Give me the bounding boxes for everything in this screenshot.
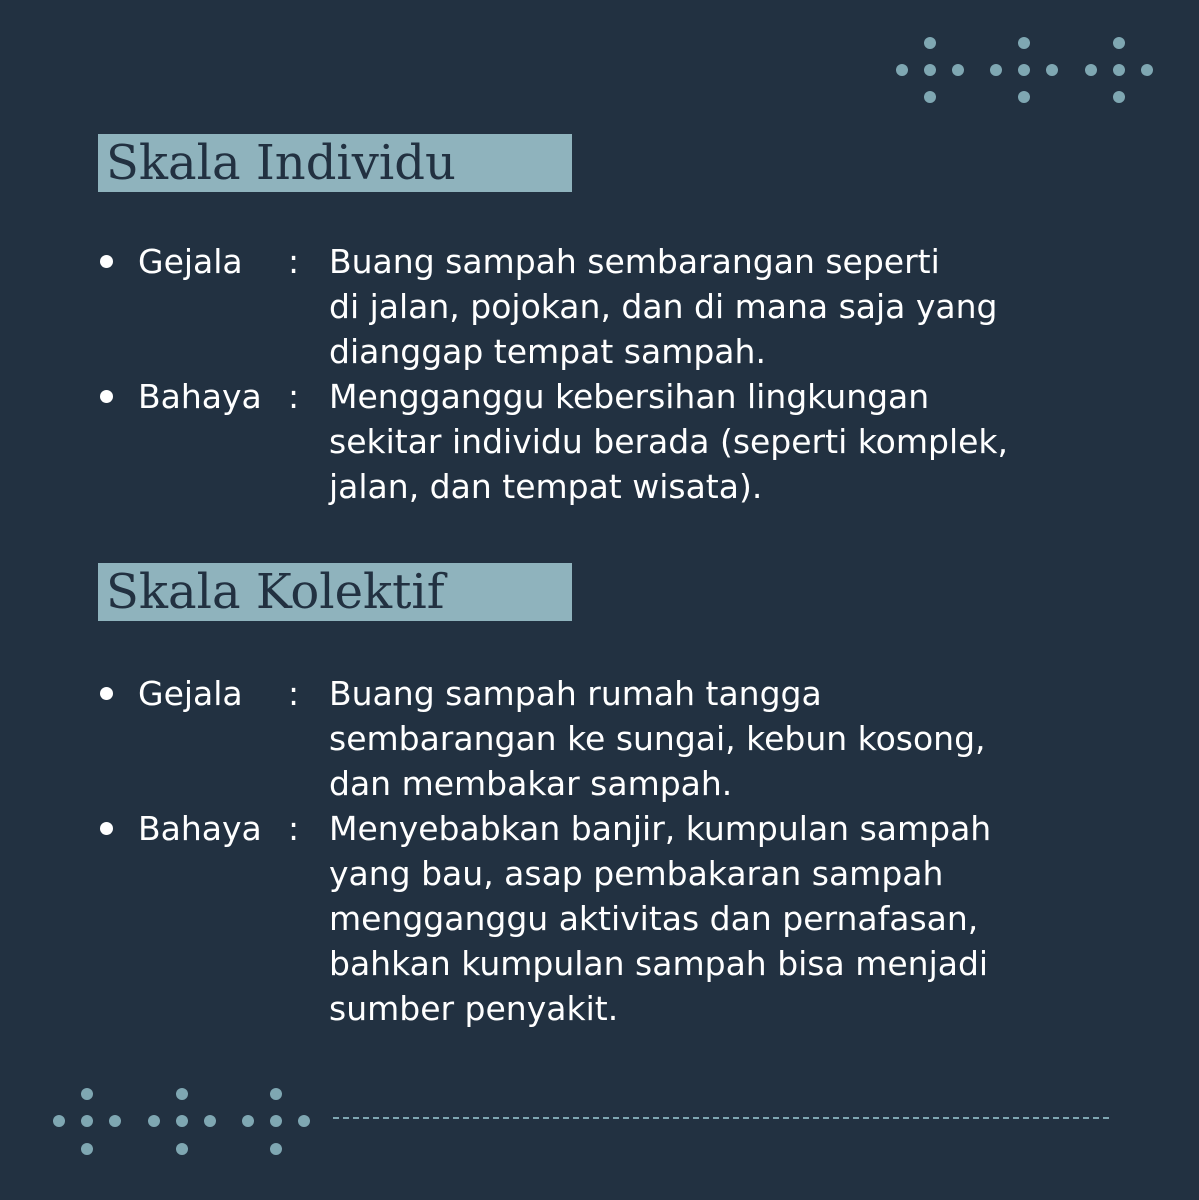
bullet-icon (100, 687, 113, 700)
list-item-bahaya (98, 374, 1098, 509)
item-description: Buang sampah rumah tangga sembarangan ke sungai, kebun kosong, dan membakar sampah. (329, 674, 986, 803)
bullet-icon (100, 255, 113, 268)
heading-skala-individu: Skala Individu (98, 134, 572, 192)
list-item-gejala (98, 239, 1098, 374)
decorative-dots-top (893, 34, 1163, 104)
item-label: Bahaya (138, 377, 262, 416)
item-colon: : (288, 377, 300, 416)
dashed-divider (333, 1117, 1109, 1119)
section-skala-individu (98, 239, 1098, 509)
item-colon: : (288, 242, 300, 281)
decorative-dots-bottom (50, 1085, 320, 1160)
item-label: Bahaya (138, 809, 262, 848)
item-description: Mengganggu kebersihan lingkungan sekitar individu berada (seperti komplek, jalan, dan tempat wisata). (329, 377, 1009, 506)
item-description: Buang sampah sembarangan seperti di jalan, pojokan, dan di mana saja yang dianggap tempat sampah. (329, 242, 998, 371)
list-item-bahaya (98, 806, 1098, 1031)
item-label: Gejala (138, 674, 243, 713)
item-label: Gejala (138, 242, 243, 281)
item-colon: : (288, 809, 300, 848)
bullet-icon (100, 390, 113, 403)
section-skala-kolektif (98, 671, 1098, 1031)
item-description: Menyebabkan banjir, kumpulan sampah yang bau, asap pembakaran sampah mengganggu aktivitas dan pernafasan, bahkan kumpulan sampah bisa menjadi sumber penyakit. (329, 809, 992, 1028)
heading-skala-kolektif: Skala Kolektif (98, 563, 572, 621)
item-colon: : (288, 674, 300, 713)
list-item-gejala (98, 671, 1098, 806)
bullet-icon (100, 822, 113, 835)
